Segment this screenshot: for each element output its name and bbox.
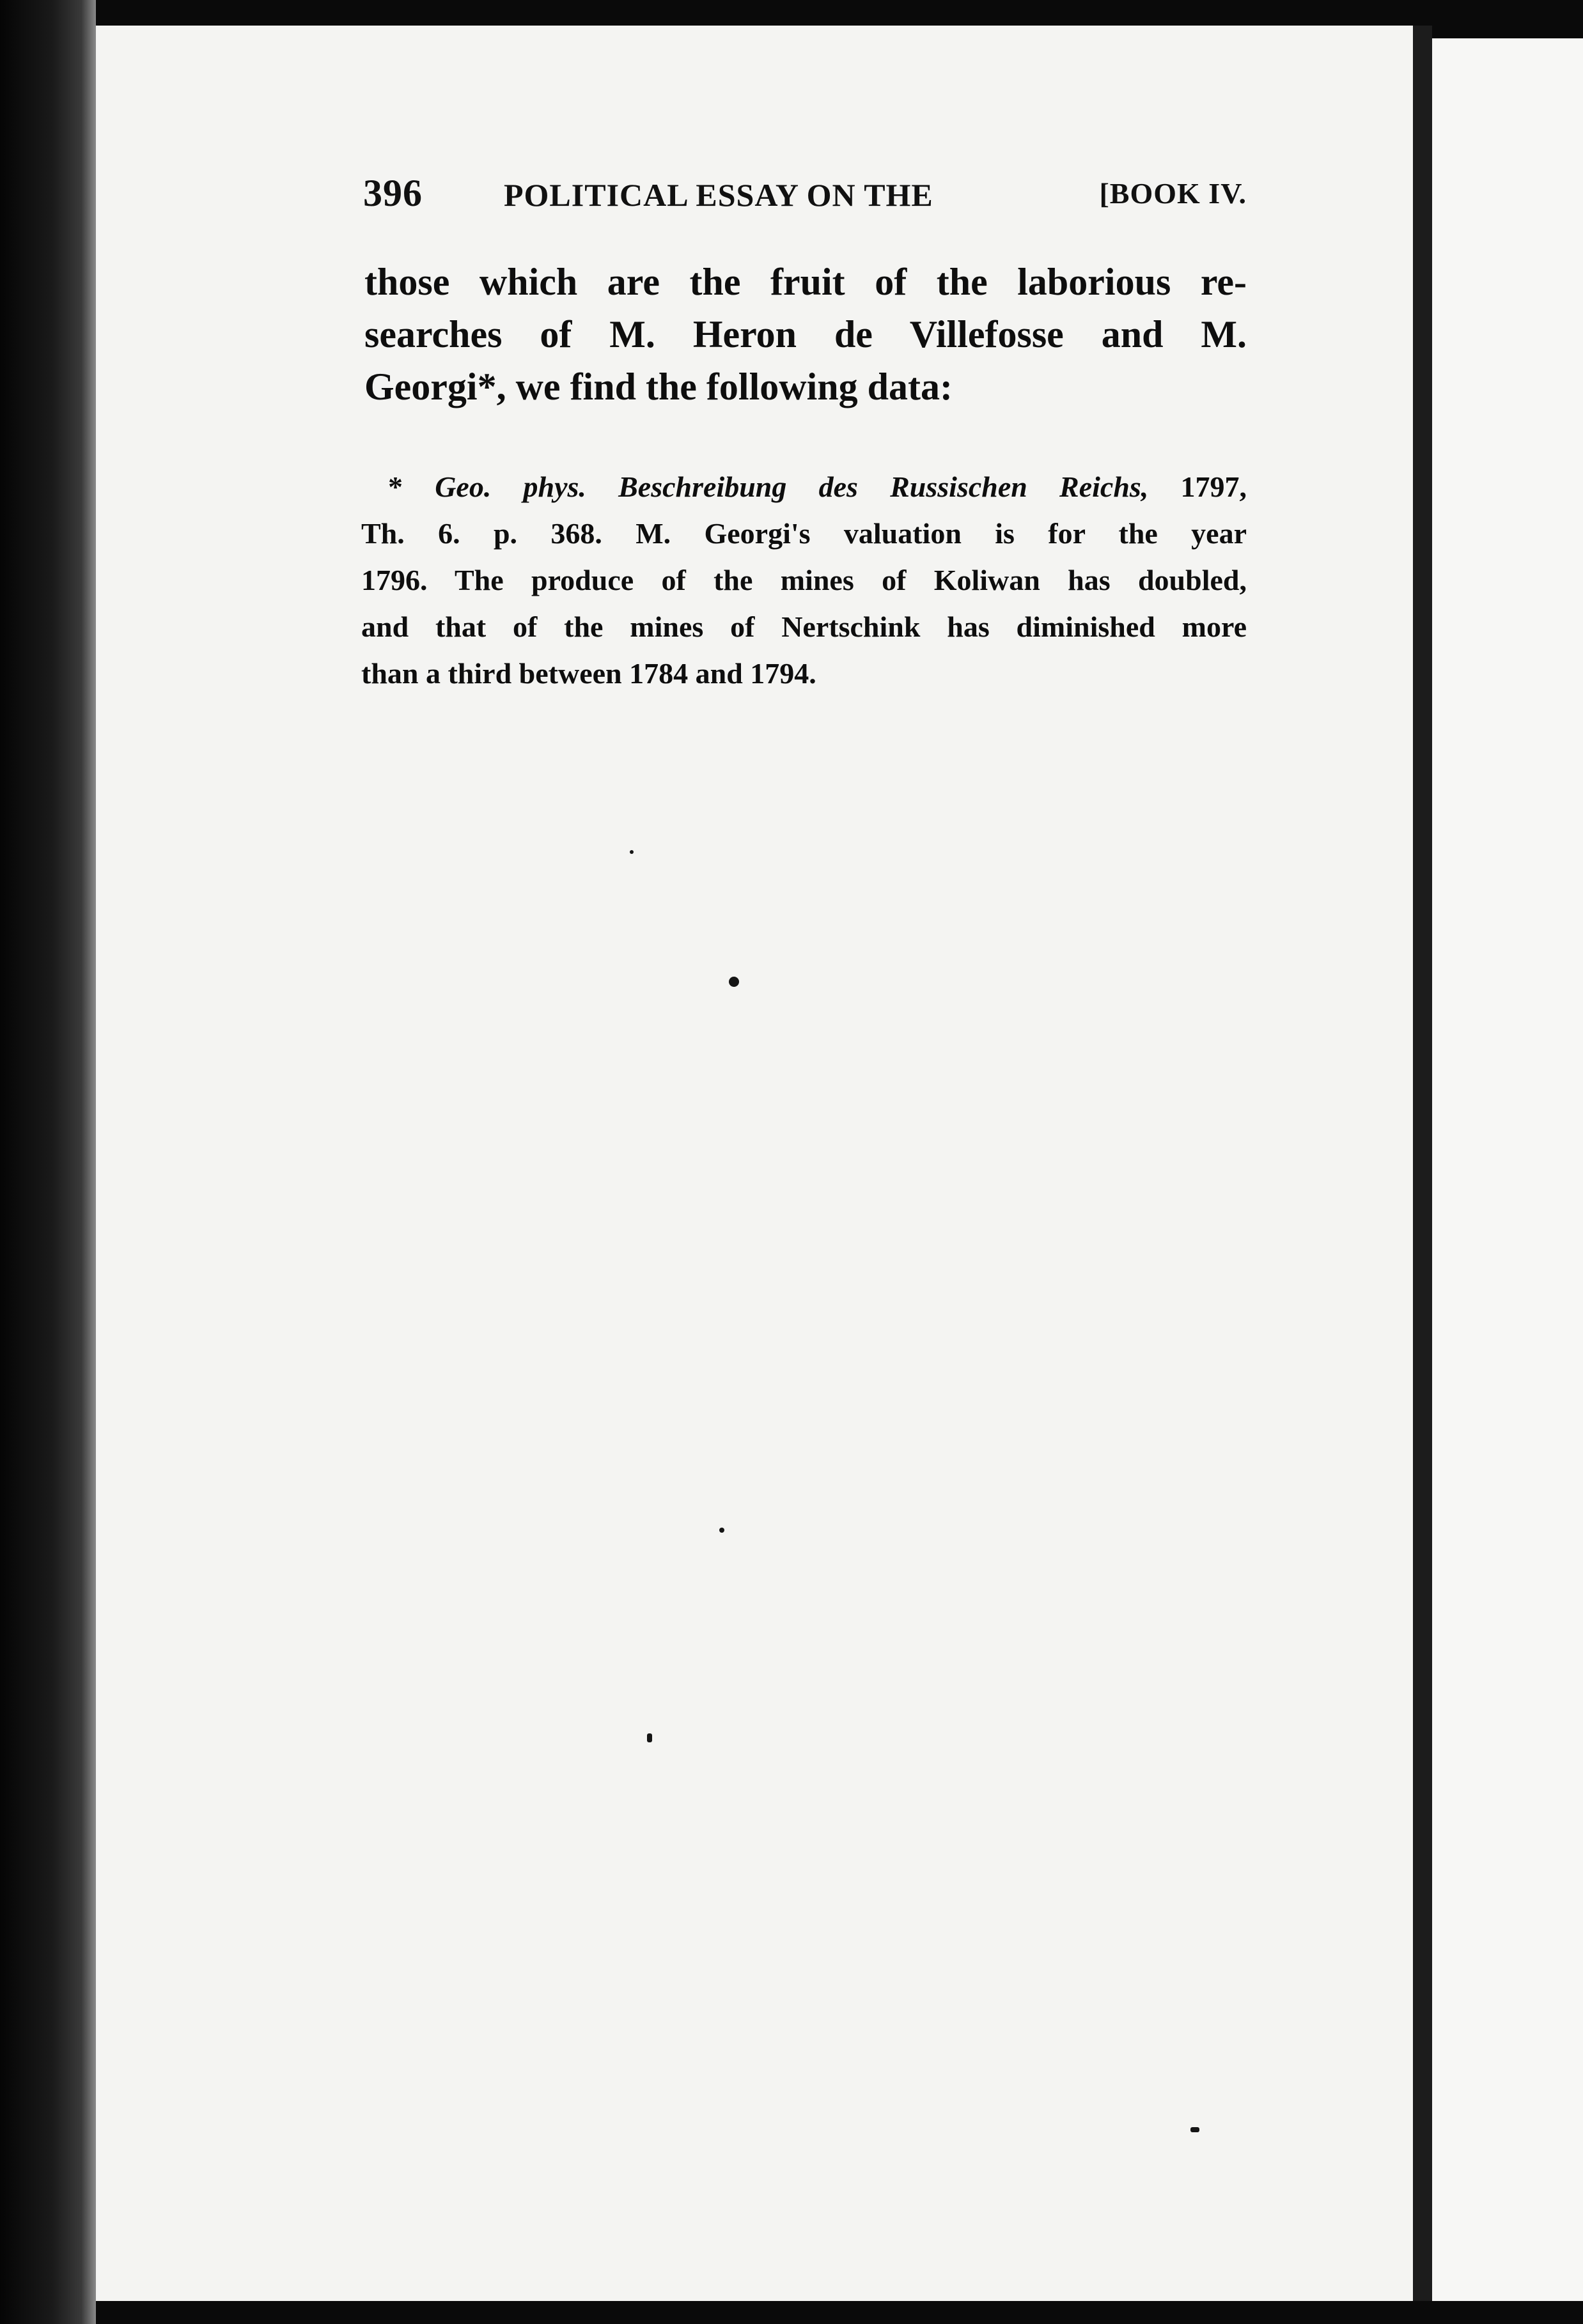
show-through-text: [352, 192, 1259, 1879]
body-line: those which are the fruit of the laborious re-: [364, 261, 1247, 303]
footnote-marker: *: [388, 470, 403, 503]
footnote-citation-title: Geo. phys. Beschreibung des Russischen Reichs,: [435, 470, 1149, 503]
body-line: Georgi*, we find the following data:: [364, 366, 953, 408]
facing-page-edge: [1432, 38, 1583, 2301]
footnote-line: than a third between 1784 and 1794.: [361, 657, 816, 690]
book-reference: [BOOK IV.: [1099, 177, 1247, 210]
page-number: 396: [363, 172, 423, 214]
running-header: [363, 171, 1247, 222]
footnote: [361, 463, 1247, 697]
body-line: searches of M. Heron de Villefosse and M.: [364, 313, 1247, 355]
ink-speck: [630, 850, 634, 854]
body-paragraph: [364, 256, 1247, 413]
page-gutter: [1413, 26, 1432, 2301]
ink-speck: [647, 1733, 652, 1742]
ink-speck: [1190, 2127, 1199, 2132]
footnote-line: [361, 463, 1247, 510]
running-title: POLITICAL ESSAY ON THE: [504, 177, 933, 213]
ink-speck: [729, 977, 739, 987]
scan-left-edge: [0, 0, 96, 2324]
footnote-line: 1796. The produce of the mines of Koliwan has doubled,: [361, 564, 1247, 596]
ink-speck: [719, 1528, 724, 1533]
footnote-line: Th. 6. p. 368. M. Georgi's valuation is for the year: [361, 517, 1247, 550]
footnote-citation-year: 1797,: [1180, 470, 1247, 503]
footnote-line: and that of the mines of Nertschink has diminished more: [361, 610, 1247, 643]
